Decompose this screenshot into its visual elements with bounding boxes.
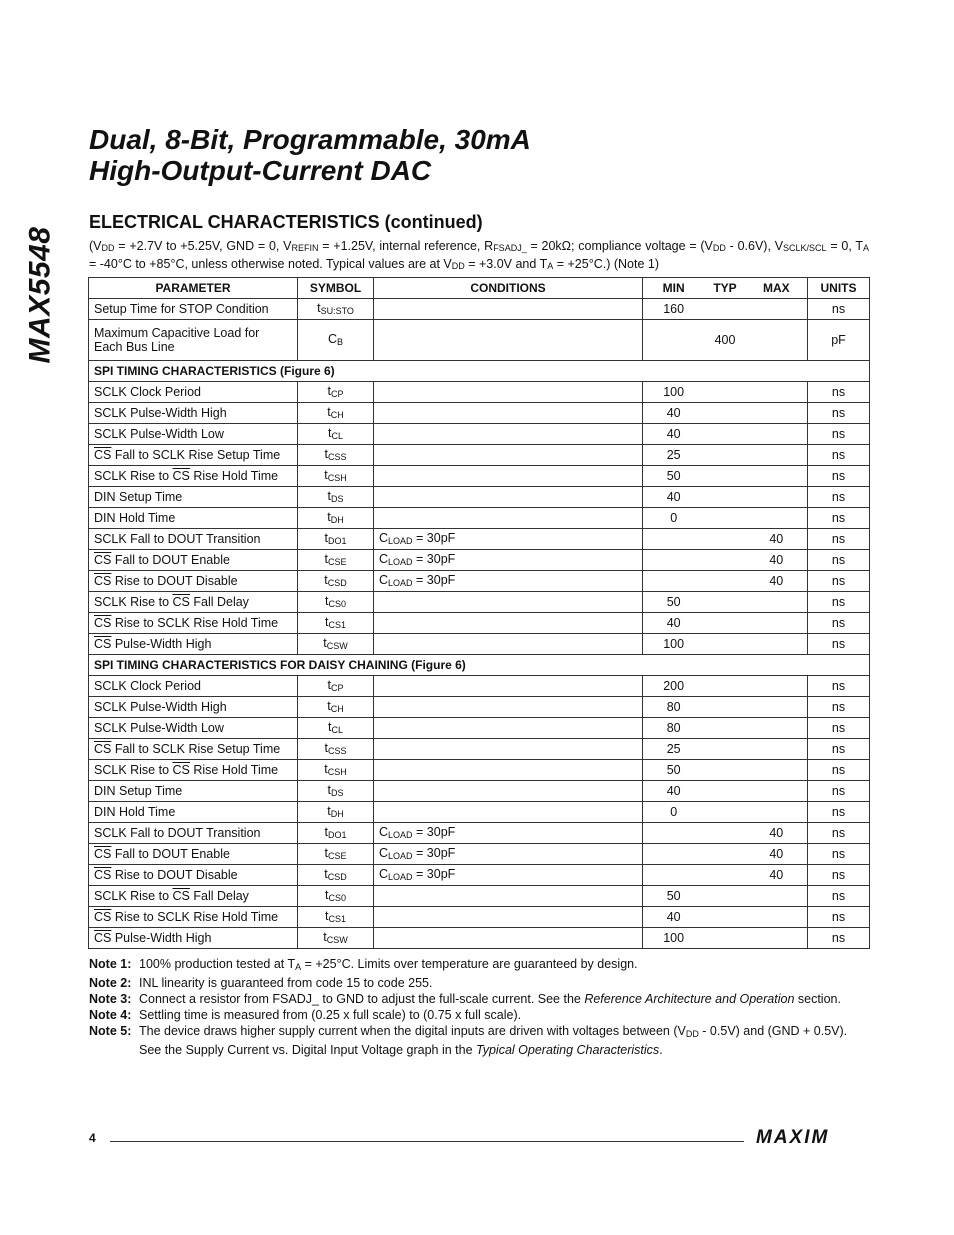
- spi-cell-units: ns: [808, 592, 870, 613]
- note-4: Note 4: Settling time is measured from (0.25 x full scale) to (0.75 x full scale).: [89, 1008, 522, 1022]
- daisy-cell-conditions: [374, 928, 643, 949]
- daisy-cell-min: 100: [663, 931, 685, 945]
- daisy-cell-min-typ-max: [643, 697, 808, 718]
- table-row: [89, 823, 870, 844]
- daisy-cell-parameter: $\overline{CS}$ Pulse-Width High: [89, 928, 298, 949]
- spi-cell-symbol: $t_{CP}$: [298, 382, 374, 403]
- spi-cell-units: ns: [808, 529, 870, 550]
- header-min: MIN: [662, 281, 685, 295]
- table-row: [89, 550, 870, 571]
- daisy-cell-min: 80: [666, 721, 681, 735]
- spi-cell-parameter: SCLK Pulse-Width Low: [89, 424, 298, 445]
- cell-parameter: Maximum Capacitive Load for Each Bus Line: [89, 320, 298, 361]
- daisy-cell-min: [648, 868, 699, 882]
- daisy-cell-conditions: [374, 907, 643, 928]
- daisy-cell-min-typ-max: [643, 865, 808, 886]
- spi-cell-symbol: $t_{DH}$: [298, 508, 374, 529]
- daisy-cell-typ: [699, 679, 750, 693]
- spi-cell-symbol: $t_{CS0}$: [298, 592, 374, 613]
- table-row: [89, 424, 870, 445]
- daisy-cell-symbol: $t_{CP}$: [298, 676, 374, 697]
- table-row: [89, 320, 870, 361]
- spi-cell-symbol: $t_{DS}$: [298, 487, 374, 508]
- spi-cell-max: 40: [769, 553, 784, 567]
- spi-cell-min-typ-max: [643, 592, 808, 613]
- spi-cell-typ: [699, 448, 750, 462]
- cell-typ: [699, 302, 750, 316]
- daisy-cell-conditions: [374, 676, 643, 697]
- table-row: [89, 403, 870, 424]
- table-row: [89, 760, 870, 781]
- spi-cell-symbol: $t_{CH}$: [298, 403, 374, 424]
- spi-cell-min: 40: [666, 616, 681, 630]
- daisy-cell-min: 25: [666, 742, 681, 756]
- test-conditions: ($V_{DD} = +2.7V$ to +5.25V, GND = 0, $V_{REFIN} = +1.25V$, internal reference, $R_{FSADJ\_} = 20k\Omega$; compliance voltage = $(V_{DD} - 0.6V)$, $V_{SCLK/SCL} = 0$, $T_A = -40^\circ C$ to +85°C, unless otherwise noted. Typical values are at $V_{DD} = +3.0V$ and $T_A = +25^\circ C$.) (Note 1): [89, 239, 869, 271]
- daisy-cell-parameter: SCLK Pulse-Width High: [89, 697, 298, 718]
- header-conditions: CONDITIONS: [374, 278, 643, 299]
- daisy-cell-min-typ-max: [643, 718, 808, 739]
- spi-cell-parameter: DIN Hold Time: [89, 508, 298, 529]
- daisy-cell-max: 40: [769, 826, 784, 840]
- spi-cell-conditions: [374, 382, 643, 403]
- spi-cell-min-typ-max: [643, 487, 808, 508]
- daisy-cell-symbol: $t_{CSD}$: [298, 865, 374, 886]
- spi-cell-units: ns: [808, 571, 870, 592]
- spi-cell-typ: [699, 553, 750, 567]
- daisy-cell-min: 40: [666, 910, 681, 924]
- spi-cell-min-typ-max: [643, 550, 808, 571]
- spi-cell-typ: [699, 595, 750, 609]
- spi-cell-symbol: $t_{CSD}$: [298, 571, 374, 592]
- spi-cell-min: 40: [666, 490, 681, 504]
- spi-cell-parameter: SCLK Fall to DOUT Transition: [89, 529, 298, 550]
- side-part-number-text: MAX5548: [23, 226, 56, 364]
- spi-cell-typ: [699, 385, 750, 399]
- daisy-cell-min-typ-max: [643, 928, 808, 949]
- spi-cell-symbol: $t_{CL}$: [298, 424, 374, 445]
- cell-min-typ-max: [643, 320, 808, 361]
- spi-cell-typ: [699, 469, 750, 483]
- spi-cell-parameter: DIN Setup Time: [89, 487, 298, 508]
- daisy-cell-min-typ-max: [643, 781, 808, 802]
- spi-cell-min-typ-max: [643, 613, 808, 634]
- daisy-cell-conditions: [374, 739, 643, 760]
- spi-cell-symbol: $t_{CSH}$: [298, 466, 374, 487]
- maxim-logo: [756, 1127, 864, 1152]
- cell-min: [648, 333, 699, 347]
- spi-cell-conditions: $C_{LOAD} = 30pF$: [374, 529, 643, 550]
- daisy-cell-min: 50: [666, 763, 681, 777]
- daisy-cell-conditions: [374, 886, 643, 907]
- daisy-cell-units: ns: [808, 928, 870, 949]
- daisy-cell-conditions: [374, 781, 643, 802]
- daisy-cell-min-typ-max: [643, 907, 808, 928]
- daisy-cell-symbol: $t_{CSS}$: [298, 739, 374, 760]
- daisy-cell-min: 40: [666, 784, 681, 798]
- daisy-cell-units: ns: [808, 676, 870, 697]
- daisy-cell-units: ns: [808, 781, 870, 802]
- spi-cell-parameter: $\overline{CS}$ Rise to SCLK Rise Hold Time: [89, 613, 298, 634]
- spi-cell-units: ns: [808, 445, 870, 466]
- daisy-cell-typ: [699, 721, 750, 735]
- daisy-cell-units: ns: [808, 844, 870, 865]
- section-heading: ELECTRICAL CHARACTERISTICS (continued): [89, 212, 483, 232]
- table-row: [89, 571, 870, 592]
- spi-cell-symbol: $t_{CSE}$: [298, 550, 374, 571]
- daisy-cell-units: ns: [808, 760, 870, 781]
- spi-cell-units: ns: [808, 613, 870, 634]
- spi-cell-typ: [699, 511, 750, 525]
- spi-cell-conditions: $C_{LOAD} = 30pF$: [374, 571, 643, 592]
- side-part-number: [12, 210, 68, 380]
- daisy-cell-units: ns: [808, 697, 870, 718]
- spi-cell-conditions: [374, 445, 643, 466]
- daisy-cell-symbol: $t_{DH}$: [298, 802, 374, 823]
- table-row: [89, 445, 870, 466]
- daisy-cell-conditions: $C_{LOAD} = 30pF$: [374, 865, 643, 886]
- daisy-cell-parameter: SCLK Rise to $\overline{CS}$ Fall Delay: [89, 886, 298, 907]
- spi-cell-max: [751, 511, 802, 525]
- daisy-cell-symbol: $t_{CSH}$: [298, 760, 374, 781]
- spi-cell-min: 50: [666, 469, 681, 483]
- spi-cell-parameter: SCLK Pulse-Width High: [89, 403, 298, 424]
- spi-cell-max: [751, 616, 802, 630]
- spi-cell-symbol: $t_{DO1}$: [298, 529, 374, 550]
- daisy-cell-parameter: $\overline{CS}$ Fall to SCLK Rise Setup Time: [89, 739, 298, 760]
- spi-cell-min: [648, 553, 699, 567]
- spi-cell-conditions: [374, 508, 643, 529]
- spi-cell-units: ns: [808, 382, 870, 403]
- spi-cell-min: 25: [666, 448, 681, 462]
- daisy-cell-symbol: $t_{DS}$: [298, 781, 374, 802]
- spi-cell-min: 50: [666, 595, 681, 609]
- daisy-cell-typ: [699, 868, 750, 882]
- table-body: [89, 299, 870, 949]
- daisy-cell-units: ns: [808, 739, 870, 760]
- section-daisy-chain-timing: SPI TIMING CHARACTERISTICS FOR DAISY CHAINING (Figure 6): [89, 655, 870, 676]
- spi-cell-parameter: SCLK Rise to $\overline{CS}$ Fall Delay: [89, 592, 298, 613]
- spi-cell-max: 40: [769, 532, 784, 546]
- spi-cell-min-typ-max: [643, 424, 808, 445]
- table-row: [89, 907, 870, 928]
- spi-cell-conditions: [374, 487, 643, 508]
- daisy-cell-min: 50: [666, 889, 681, 903]
- table-row: [89, 802, 870, 823]
- note-1: Note 1: 100% production tested at $T_A = +25^\circ C$. Limits over temperature are guaranteed by design.: [89, 957, 638, 972]
- cell-conditions: [374, 299, 643, 320]
- spi-cell-min: 0: [670, 511, 678, 525]
- spi-cell-units: ns: [808, 550, 870, 571]
- daisy-cell-parameter: $\overline{CS}$ Rise to SCLK Rise Hold Time: [89, 907, 298, 928]
- daisy-cell-max: [751, 910, 802, 924]
- daisy-cell-min-typ-max: [643, 844, 808, 865]
- daisy-cell-conditions: $C_{LOAD} = 30pF$: [374, 823, 643, 844]
- daisy-cell-min-typ-max: [643, 739, 808, 760]
- table-row: [89, 508, 870, 529]
- spi-cell-max: [751, 448, 802, 462]
- spi-cell-symbol: $t_{CS1}$: [298, 613, 374, 634]
- daisy-cell-typ: [699, 931, 750, 945]
- spi-cell-typ: [699, 490, 750, 504]
- spi-cell-max: [751, 385, 802, 399]
- table-row: [89, 844, 870, 865]
- spi-cell-units: ns: [808, 508, 870, 529]
- header-min-typ-max: [643, 278, 808, 299]
- section-spi-timing: SPI TIMING CHARACTERISTICS (Figure 6): [89, 361, 870, 382]
- spi-cell-conditions: [374, 466, 643, 487]
- spi-cell-conditions: [374, 403, 643, 424]
- daisy-cell-typ: [699, 742, 750, 756]
- daisy-cell-min: 0: [670, 805, 678, 819]
- table-row: [89, 299, 870, 320]
- table-row: [89, 529, 870, 550]
- spi-cell-units: ns: [808, 403, 870, 424]
- daisy-cell-max: [751, 742, 802, 756]
- spi-cell-parameter: SCLK Clock Period: [89, 382, 298, 403]
- cell-min-typ-max: [643, 299, 808, 320]
- daisy-cell-max: [751, 805, 802, 819]
- daisy-cell-min-typ-max: [643, 676, 808, 697]
- spi-cell-parameter: $\overline{CS}$ Fall to DOUT Enable: [89, 550, 298, 571]
- table-row: [89, 592, 870, 613]
- notes: [89, 956, 864, 1058]
- spi-cell-typ: [699, 637, 750, 651]
- spi-cell-units: ns: [808, 487, 870, 508]
- daisy-cell-conditions: $C_{LOAD} = 30pF$: [374, 844, 643, 865]
- header-parameter: PARAMETER: [89, 278, 298, 299]
- table-row: [89, 865, 870, 886]
- footer-rule: [110, 1141, 744, 1142]
- daisy-cell-typ: [699, 700, 750, 714]
- daisy-cell-max: 40: [769, 847, 784, 861]
- header-typ: TYP: [713, 281, 737, 295]
- note-3: Note 3: Connect a resistor from FSADJ_ to GND to adjust the full-scale current. See the Reference Architecture and Operation section.: [89, 992, 841, 1006]
- spi-cell-min-typ-max: [643, 466, 808, 487]
- spi-cell-units: ns: [808, 424, 870, 445]
- table-row: [89, 697, 870, 718]
- daisy-cell-symbol: $t_{CH}$: [298, 697, 374, 718]
- spi-cell-conditions: [374, 634, 643, 655]
- daisy-cell-units: ns: [808, 823, 870, 844]
- spi-cell-min-typ-max: [643, 508, 808, 529]
- daisy-cell-min-typ-max: [643, 823, 808, 844]
- electrical-characteristics-table: [88, 277, 870, 949]
- spi-cell-conditions: [374, 592, 643, 613]
- spi-cell-parameter: SCLK Rise to $\overline{CS}$ Rise Hold Time: [89, 466, 298, 487]
- spi-cell-min: 40: [666, 427, 681, 441]
- spi-cell-min-typ-max: [643, 445, 808, 466]
- daisy-cell-symbol: $t_{CS1}$: [298, 907, 374, 928]
- daisy-cell-typ: [699, 910, 750, 924]
- document-title-line-1: Dual, 8-Bit, Programmable, 30mA: [89, 124, 531, 155]
- daisy-cell-min: [648, 847, 699, 861]
- daisy-cell-symbol: $t_{CL}$: [298, 718, 374, 739]
- document-title: [89, 124, 531, 186]
- daisy-cell-parameter: SCLK Clock Period: [89, 676, 298, 697]
- table-header-row: [89, 278, 870, 299]
- daisy-cell-max: [751, 721, 802, 735]
- daisy-cell-max: [751, 679, 802, 693]
- daisy-cell-min: [648, 826, 699, 840]
- spi-cell-conditions: [374, 424, 643, 445]
- table-row: [89, 928, 870, 949]
- table-row: [89, 718, 870, 739]
- document-title-line-2: High-Output-Current DAC: [89, 155, 432, 186]
- daisy-cell-typ: [699, 847, 750, 861]
- cell-min: 160: [663, 302, 685, 316]
- daisy-cell-symbol: $t_{CSW}$: [298, 928, 374, 949]
- spi-cell-min-typ-max: [643, 382, 808, 403]
- spi-cell-min: [648, 574, 699, 588]
- daisy-cell-min: 80: [666, 700, 681, 714]
- spi-cell-typ: [699, 574, 750, 588]
- page-number: 4: [89, 1131, 96, 1145]
- daisy-cell-max: [751, 889, 802, 903]
- daisy-cell-symbol: $t_{CSE}$: [298, 844, 374, 865]
- table-row: [89, 466, 870, 487]
- spi-cell-min: [648, 532, 699, 546]
- spi-cell-typ: [699, 427, 750, 441]
- daisy-cell-conditions: [374, 802, 643, 823]
- cell-units: ns: [808, 299, 870, 320]
- daisy-cell-max: [751, 931, 802, 945]
- table-row: [89, 613, 870, 634]
- daisy-cell-typ: [699, 784, 750, 798]
- table-row: [89, 739, 870, 760]
- spi-cell-min: 40: [666, 406, 681, 420]
- daisy-cell-units: ns: [808, 907, 870, 928]
- daisy-cell-max: [751, 784, 802, 798]
- daisy-cell-symbol: $t_{DO1}$: [298, 823, 374, 844]
- maxim-logo-mark: [756, 1127, 864, 1147]
- daisy-cell-symbol: $t_{CS0}$: [298, 886, 374, 907]
- spi-cell-max: [751, 406, 802, 420]
- spi-cell-min-typ-max: [643, 529, 808, 550]
- daisy-cell-min-typ-max: [643, 760, 808, 781]
- note-5: Note 5: The device draws higher supply current when the digital inputs are driven with voltages between $(V_{DD} - 0.5V)$ and (GND + 0.5V). See the Supply Current vs. Digital Input Voltage graph in the Typical Operating Characteristics.: [89, 1024, 848, 1057]
- daisy-cell-typ: [699, 805, 750, 819]
- daisy-cell-parameter: SCLK Fall to DOUT Transition: [89, 823, 298, 844]
- daisy-cell-parameter: $\overline{CS}$ Fall to DOUT Enable: [89, 844, 298, 865]
- spi-cell-max: [751, 637, 802, 651]
- spi-cell-min-typ-max: [643, 403, 808, 424]
- spi-cell-max: 40: [769, 574, 784, 588]
- daisy-cell-max: [751, 700, 802, 714]
- table-row: [89, 634, 870, 655]
- svg-text:MAXIM: MAXIM: [756, 1127, 830, 1147]
- table-row: [89, 487, 870, 508]
- spi-cell-parameter: $\overline{CS}$ Fall to SCLK Rise Setup Time: [89, 445, 298, 466]
- daisy-cell-typ: [699, 889, 750, 903]
- daisy-cell-max: [751, 763, 802, 777]
- spi-cell-symbol: $t_{CSW}$: [298, 634, 374, 655]
- spi-cell-conditions: [374, 613, 643, 634]
- header-units: UNITS: [808, 278, 870, 299]
- daisy-cell-parameter: DIN Setup Time: [89, 781, 298, 802]
- spi-cell-typ: [699, 616, 750, 630]
- spi-cell-max: [751, 595, 802, 609]
- daisy-cell-parameter: $\overline{CS}$ Rise to DOUT Disable: [89, 865, 298, 886]
- daisy-cell-conditions: [374, 718, 643, 739]
- table-row: [89, 382, 870, 403]
- spi-cell-symbol: $t_{CSS}$: [298, 445, 374, 466]
- daisy-cell-min: 200: [663, 679, 685, 693]
- daisy-cell-units: ns: [808, 718, 870, 739]
- spi-cell-typ: [699, 406, 750, 420]
- cell-typ: 400: [714, 333, 736, 347]
- daisy-cell-units: ns: [808, 802, 870, 823]
- spi-cell-min: 100: [663, 637, 685, 651]
- daisy-cell-parameter: SCLK Pulse-Width Low: [89, 718, 298, 739]
- cell-max: [751, 333, 802, 347]
- daisy-cell-units: ns: [808, 865, 870, 886]
- spi-cell-units: ns: [808, 466, 870, 487]
- spi-cell-min: 100: [663, 385, 685, 399]
- daisy-cell-units: ns: [808, 886, 870, 907]
- spi-cell-max: [751, 427, 802, 441]
- cell-max: [751, 302, 802, 316]
- table-row: [89, 781, 870, 802]
- cell-symbol: $C_B$: [298, 320, 374, 361]
- spi-cell-min-typ-max: [643, 634, 808, 655]
- cell-conditions: [374, 320, 643, 361]
- header-symbol: SYMBOL: [298, 278, 374, 299]
- cell-parameter: Setup Time for STOP Condition: [89, 299, 298, 320]
- cell-units: pF: [808, 320, 870, 361]
- spi-cell-conditions: $C_{LOAD} = 30pF$: [374, 550, 643, 571]
- daisy-cell-conditions: [374, 760, 643, 781]
- header-max: MAX: [762, 281, 790, 295]
- spi-cell-parameter: $\overline{CS}$ Pulse-Width High: [89, 634, 298, 655]
- spi-cell-max: [751, 490, 802, 504]
- spi-cell-min-typ-max: [643, 571, 808, 592]
- cell-symbol: $t_{SU:STO}$: [298, 299, 374, 320]
- spi-cell-parameter: $\overline{CS}$ Rise to DOUT Disable: [89, 571, 298, 592]
- daisy-cell-parameter: SCLK Rise to $\overline{CS}$ Rise Hold Time: [89, 760, 298, 781]
- daisy-cell-min-typ-max: [643, 802, 808, 823]
- note-2: Note 2: INL linearity is guaranteed from code 15 to code 255.: [89, 976, 433, 990]
- table-row: [89, 886, 870, 907]
- daisy-cell-min-typ-max: [643, 886, 808, 907]
- daisy-cell-typ: [699, 826, 750, 840]
- spi-cell-max: [751, 469, 802, 483]
- spi-cell-typ: [699, 532, 750, 546]
- daisy-cell-max: 40: [769, 868, 784, 882]
- daisy-cell-conditions: [374, 697, 643, 718]
- table-row: [89, 676, 870, 697]
- spi-cell-units: ns: [808, 634, 870, 655]
- daisy-cell-parameter: DIN Hold Time: [89, 802, 298, 823]
- daisy-cell-typ: [699, 763, 750, 777]
